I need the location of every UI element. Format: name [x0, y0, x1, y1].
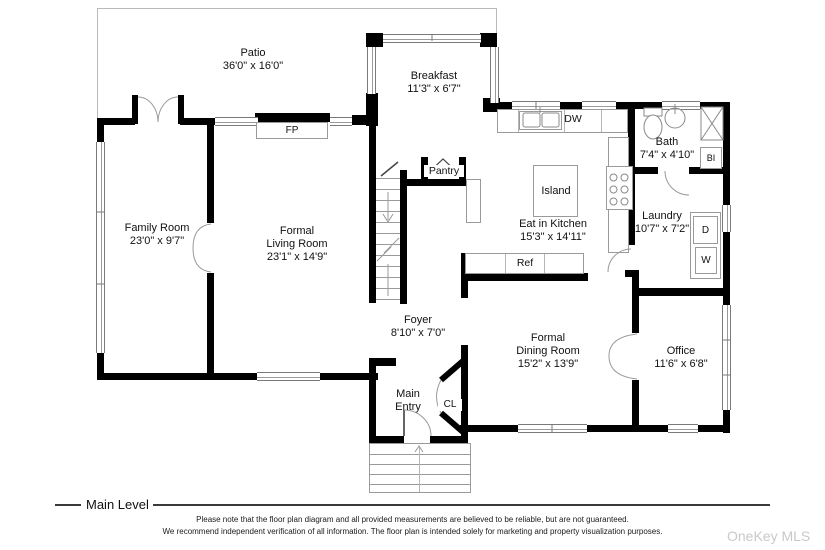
disclaimer-line-2: We recommend independent verification of all information. The floor plan is intended solely for marketing and property visualization purposes.	[162, 527, 663, 536]
room-label-bath: Bath 7'4" x 4'10"	[639, 136, 695, 161]
level-label: Main Level	[86, 497, 149, 512]
room-label-family-room: Family Room 23'0" x 9'7"	[124, 222, 190, 247]
ref-label: Ref	[516, 257, 534, 269]
closet-angled-wall	[441, 361, 463, 380]
entry-steps-arrow-icon	[415, 446, 423, 452]
room-label-laundry: Laundry 10'7" x 7'2"	[634, 210, 690, 235]
room-label-breakfast: Breakfast 11'3" x 6'7"	[407, 70, 461, 95]
washer-label: W	[701, 255, 711, 266]
disclaimer-line-1: Please note that the floor plan diagram and all provided measurements are believed to be reliable, but are not guaranteed.	[196, 515, 629, 524]
level-line-right	[153, 504, 770, 506]
dishwasher-label: DW	[564, 113, 582, 125]
room-label-formal-dining-room: Formal Dining Room 15'2" x 13'9"	[516, 332, 580, 370]
level-line-left	[55, 504, 81, 506]
door-arc	[665, 171, 689, 195]
island-label: Island	[541, 185, 571, 197]
stair-break-icon	[377, 238, 399, 261]
room-label-foyer: Foyer 8'10" x 7'0"	[390, 314, 446, 339]
pantry-label: Pantry	[424, 165, 464, 177]
room-label-eat-in-kitchen: Eat in Kitchen 15'3" x 14'11"	[519, 218, 587, 243]
door-arc	[158, 97, 178, 122]
watermark: OneKey MLS	[727, 528, 811, 544]
stove-burners-icon	[610, 174, 628, 205]
built-in-label: BI	[706, 153, 716, 163]
closet-angled-wall	[441, 413, 463, 432]
dryer-label: D	[701, 224, 710, 236]
closet-label: CL	[438, 399, 462, 411]
fireplace-label: FP	[285, 125, 299, 136]
door-arc	[138, 97, 158, 122]
room-label-formal-living-room: Formal Living Room 23'1" x 14'9"	[266, 225, 328, 263]
door-leaf	[381, 162, 398, 176]
stair-arrow-icon	[383, 192, 393, 222]
room-label-patio: Patio 36'0" x 16'0"	[222, 47, 284, 72]
room-label-office: Office 11'6" x 6'8"	[654, 345, 708, 370]
kitchen-sink-icon	[523, 113, 540, 127]
room-label-main-entry: Main Entry	[395, 388, 421, 413]
door-arc	[608, 249, 631, 272]
